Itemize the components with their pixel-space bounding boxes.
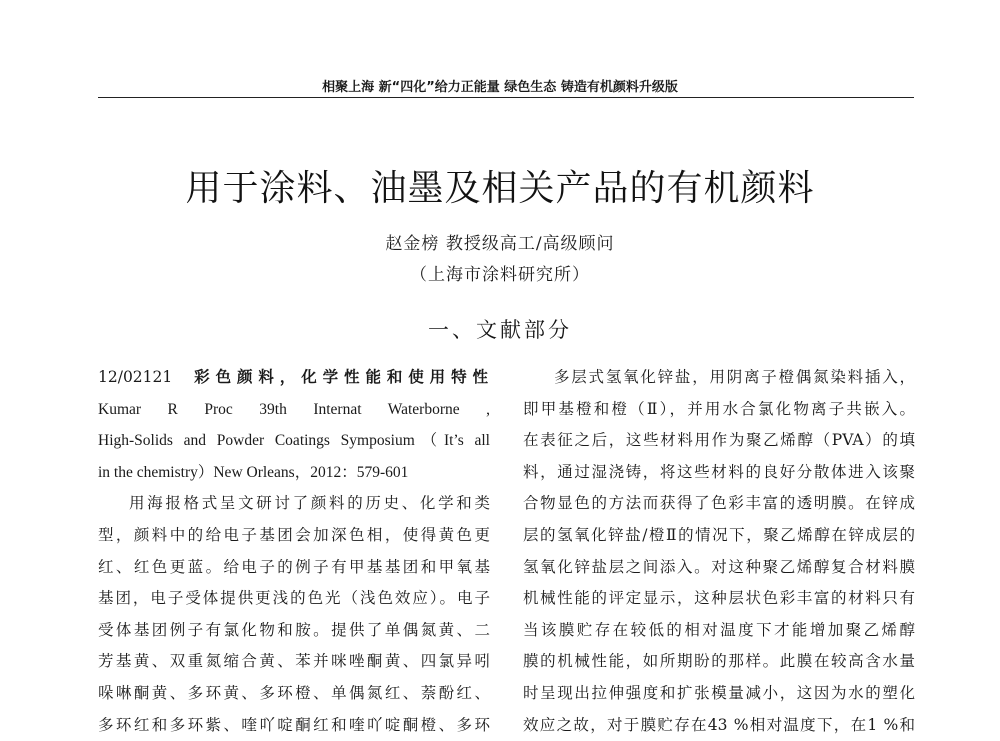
body-line: 机械性能的评定显示，这种层状色彩丰富的材料只有 xyxy=(523,589,915,608)
body-line: 合物显色的方法而获得了色彩丰富的透明膜。在锌成 xyxy=(523,494,915,513)
left-column xyxy=(98,362,490,741)
reference-line: in the chemistry）New Orleans，2012：579-601 xyxy=(98,463,409,481)
body-line: 效应之故，对于膜贮存在43 %相对温度下，在1 %和 xyxy=(523,715,915,734)
body-line: 在表征之后，这些材料用作为聚乙烯醇（PVA）的填 xyxy=(523,431,915,450)
entry-title: 彩色颜料，化学性能和使用特性 xyxy=(190,368,490,386)
reference-line: Kumar R Proc 39th Internat Waterborne , xyxy=(98,400,490,418)
body-line: 多环红和多环紫、喹吖啶酮红和喹吖啶酮橙、多环 xyxy=(98,715,490,734)
reference-line: High-Solids and Powder Coatings Symposium（It’s all xyxy=(98,432,490,450)
affiliation-line: （上海市涂料研究所） xyxy=(410,265,590,285)
body-line: 芳基黄、双重氮缩合黄、苯并咪唑酮黄、四氯异吲 xyxy=(98,652,490,671)
body-line: 型，颜料中的给电子基团会加深色相，使得黄色更 xyxy=(98,525,490,544)
body-line: 层的氢氧化锌盐/橙Ⅱ的情况下，聚乙烯醇在锌成层的 xyxy=(523,525,915,544)
author-line: 赵金榜 教授级高工/高级顾问 xyxy=(385,234,615,254)
body-line: 当该膜贮存在较低的相对温度下才能增加聚乙烯醇 xyxy=(523,620,915,639)
running-header: 相聚上海 新“四化”给力正能量 绿色生态 铸造有机颜料升级版 xyxy=(322,80,678,95)
body-line: 红、红色更蓝。给电子的例子有甲基基团和甲氧基 xyxy=(98,557,490,576)
right-column xyxy=(523,362,915,741)
body-line: 时呈现出拉伸强度和扩张模量减小，这因为水的塑化 xyxy=(523,683,915,702)
body-line: 哚啉酮黄、多环黄、多环橙、单偶氮红、萘酚红、 xyxy=(98,683,490,702)
body-line: 料，通过湿浇铸，将这些材料的良好分散体进入该聚 xyxy=(523,462,915,481)
header-divider xyxy=(98,97,914,98)
body-line: 膜的机械性能，如所期盼的那样。此膜在较高含水量 xyxy=(523,652,915,671)
section-heading: 一、文献部分 xyxy=(428,318,572,342)
entry-number: 12/02121 xyxy=(98,368,173,386)
body-line: 即甲基橙和橙（Ⅱ），并用水合氯化物离子共嵌入。 xyxy=(523,399,915,418)
body-line: 受体基团例子有氯化物和胺。提供了单偶氮黄、二 xyxy=(98,620,490,639)
entry-heading xyxy=(98,362,490,394)
body-line: 用海报格式呈文研讨了颜料的历史、化学和类 xyxy=(129,494,490,513)
body-line: 多层式氢氧化锌盐，用阴离子橙偶氮染料插入， xyxy=(554,368,915,386)
body-line: 氢氧化锌盐层之间添入。对这种聚乙烯醇复合材料膜 xyxy=(523,557,915,576)
article-title: 用于涂料、油墨及相关产品的有机颜料 xyxy=(185,168,815,209)
body-line: 基团，电子受体提供更浅的色光（浅色效应）。电子 xyxy=(98,589,490,608)
